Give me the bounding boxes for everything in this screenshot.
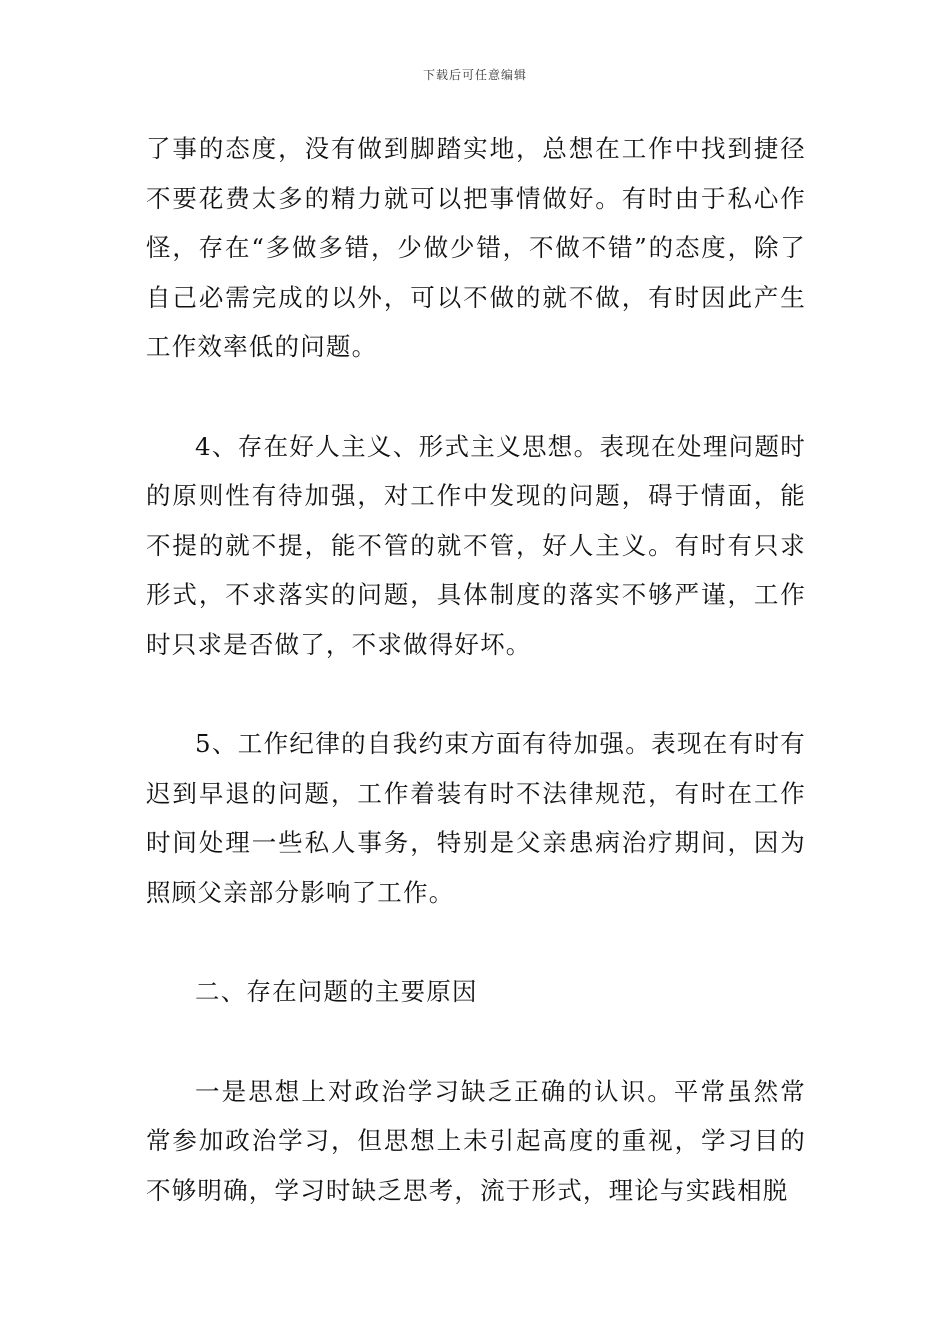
paragraph-gap: [146, 1017, 806, 1067]
page-header-note: 下载后可任意编辑: [422, 68, 527, 82]
paragraph-item-4: 4、存在好人主义、形式主义思想。表现在处理问题时的原则性有待加强，对工作中发现的问题，碍于情面，能不提的就不提，能不管的就不管，好人主义。有时有只求形式，不求落实的问题，具体制度的落实不够严谨，工作时只求是否做了，不求做得好坏。: [146, 431, 806, 659]
section-heading-causes: 二、存在问题的主要原因: [195, 977, 478, 1006]
paragraph-gap: [146, 669, 806, 719]
paragraph-item-5: 5、工作纪律的自我约束方面有待加强。表现在有时有迟到早退的问题，工作着装有时不法律规范，有时在工作时间处理一些私人事务，特别是父亲患病治疗期间，因为照顾父亲部分影响了工作。: [146, 729, 806, 907]
paragraph-continued: 了事的态度，没有做到脚踏实地，总想在工作中找到捷径不要花费太多的精力就可以把事情做好。有时由于私心作怪，存在“多做多错，少做少错，不做不错”的态度，除了自己必需完成的以外，可以不做的就不做，有时因此产生工作效率低的问题。: [146, 134, 806, 361]
paragraph-gap: [146, 372, 806, 422]
document-body: [146, 124, 806, 1215]
paragraph-gap: [146, 917, 806, 967]
paragraph-cause-1: 一是思想上对政治学习缺乏正确的认识。平常虽然常常参加政治学习，但思想上未引起高度的重视，学习目的不够明确，学习时缺乏思考，流于形式，理论与实践相脱: [146, 1076, 806, 1205]
